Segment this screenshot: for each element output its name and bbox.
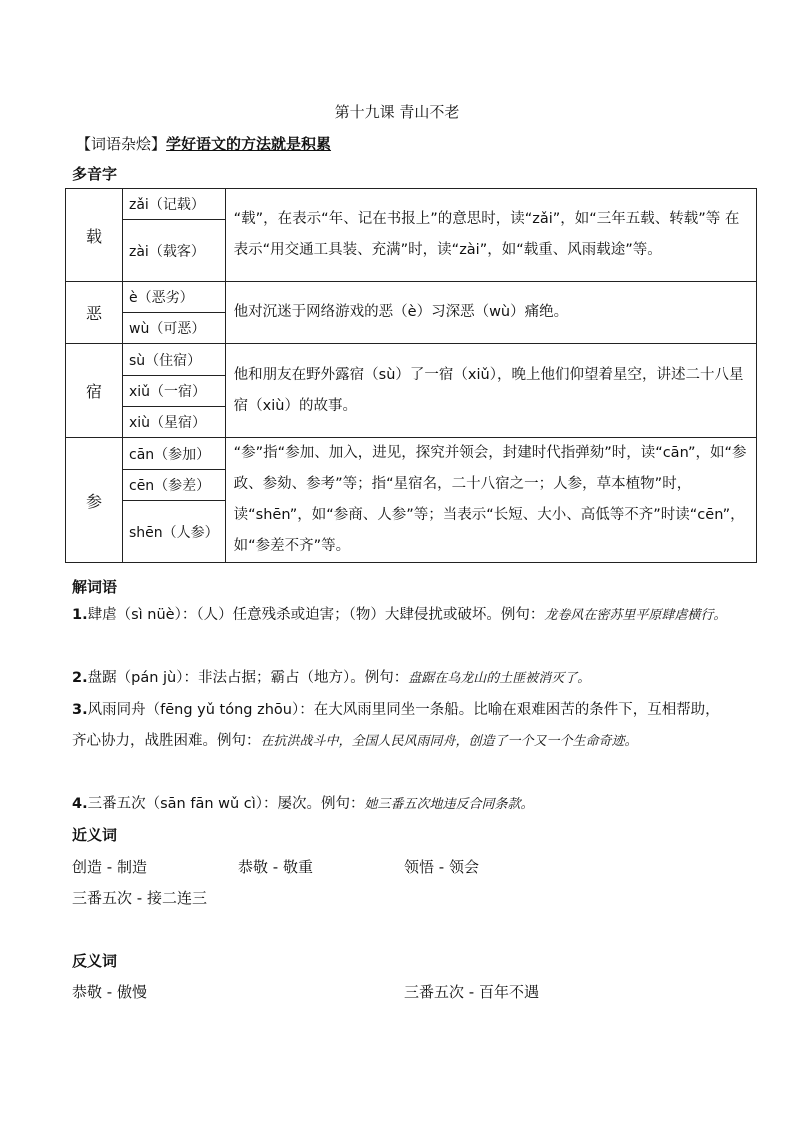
entry-definition: 三番五次（sān fān wǔ cì）：屡次。例句： — [87, 796, 365, 812]
pron-cell: shēn（人参） — [123, 501, 226, 563]
antonym-pair: 恭敬 - 傲慢 — [72, 983, 147, 1001]
table-row — [66, 344, 757, 376]
char-cell: 恶 — [66, 282, 123, 344]
word-entry — [72, 663, 732, 694]
synonym-pair: 恭敬 - 敬重 — [238, 858, 313, 876]
section-heading — [76, 133, 331, 154]
synonym-pair: 领悟 - 领会 — [404, 858, 479, 876]
page-title: 第十九课 青山不老 — [334, 103, 460, 121]
char-cell: 载 — [66, 189, 123, 282]
pron-cell: cān（参加） — [123, 438, 226, 470]
entry-example: 在抗洪战斗中，全国人民风雨同舟，创造了一个又一个生命奇迹。 — [260, 734, 638, 749]
entry-definition: 肆虐（sì nüè）：（人）任意残杀或迫害；（物）大肆侵扰或破坏。例句： — [87, 607, 545, 623]
word-entry — [72, 600, 732, 631]
pron-cell: zài（载客） — [123, 220, 226, 282]
polyphone-heading: 多音字 — [72, 165, 118, 183]
section-subtitle: 学好语文的方法就是积累 — [166, 135, 332, 153]
entry-definition: 风雨同舟（fēng yǔ tóng zhōu）：在大风雨里同坐一条船。比喻在艰难困苦的条件下，互相帮助，齐心协力，战胜困难。例句： — [72, 702, 720, 749]
explanation-cell: “参”指“参加、加入，进见，探究并领会，封建时代指弹劾”时，读“cān”，如“参政、参劾、参考”等；指“星宿名，二十八宿之一；人参，草本植物”时，读“shēn”，如“参商、人参”等；当表示“长短、大小、高低等不齐”时读“cēn”，如“参差不齐”等。 — [225, 438, 756, 563]
entry-number: 4. — [72, 796, 88, 812]
explanation-cell: 他和朋友在野外露宿（sù）了一宿（xiǔ），晚上他们仰望着星空，讲述二十八星宿（xiù）的故事。 — [225, 344, 756, 438]
pron-cell: sù（住宿） — [123, 344, 226, 376]
entry-example: 龙卷风在密苏里平原肆虐横行。 — [544, 608, 727, 623]
entry-number: 3. — [72, 702, 88, 718]
antonyms-heading: 反义词 — [72, 952, 118, 970]
word-entry — [72, 695, 732, 757]
pron-cell: wù（可恶） — [123, 313, 226, 344]
char-cell: 宿 — [66, 344, 123, 438]
antonym-pair: 三番五次 - 百年不遇 — [404, 983, 539, 1001]
synonym-pair: 创造 - 制造 — [72, 858, 147, 876]
table-row — [66, 438, 757, 470]
pron-cell: xiǔ（一宿） — [123, 376, 226, 407]
entry-number: 2. — [72, 670, 88, 686]
entry-definition: 盘踞（pán jù）：非法占据；霸占（地方）。例句： — [87, 670, 409, 686]
entry-example: 盘踞在乌龙山的土匪被消灭了。 — [408, 671, 591, 686]
explanation-cell: “载”，在表示“年、记在书报上”的意思时，读“zǎi”，如“三年五载、转载”等 在表示“用交通工具装、充满”时，读“zài”，如“载重、风雨载途”等。 — [225, 189, 756, 282]
pron-cell: è（恶劣） — [123, 282, 226, 313]
word-entry — [72, 789, 732, 820]
pron-cell: xiù（星宿） — [123, 407, 226, 438]
section-label: 【词语杂烩】 — [76, 135, 167, 153]
pron-cell: zǎi（记载） — [123, 189, 226, 220]
polyphone-table — [65, 188, 757, 563]
entry-example: 她三番五次地违反合同条款。 — [364, 797, 534, 812]
words-heading: 解词语 — [72, 578, 118, 596]
explanation-cell: 他对沉迷于网络游戏的恶（è）习深恶（wù）痛绝。 — [225, 282, 756, 344]
table-row — [66, 189, 757, 220]
synonyms-heading: 近义词 — [72, 826, 118, 844]
table-row — [66, 282, 757, 313]
char-cell: 参 — [66, 438, 123, 563]
pron-cell: cēn（参差） — [123, 470, 226, 501]
entry-number: 1. — [72, 607, 88, 623]
synonym-pair: 三番五次 - 接二连三 — [72, 889, 207, 907]
